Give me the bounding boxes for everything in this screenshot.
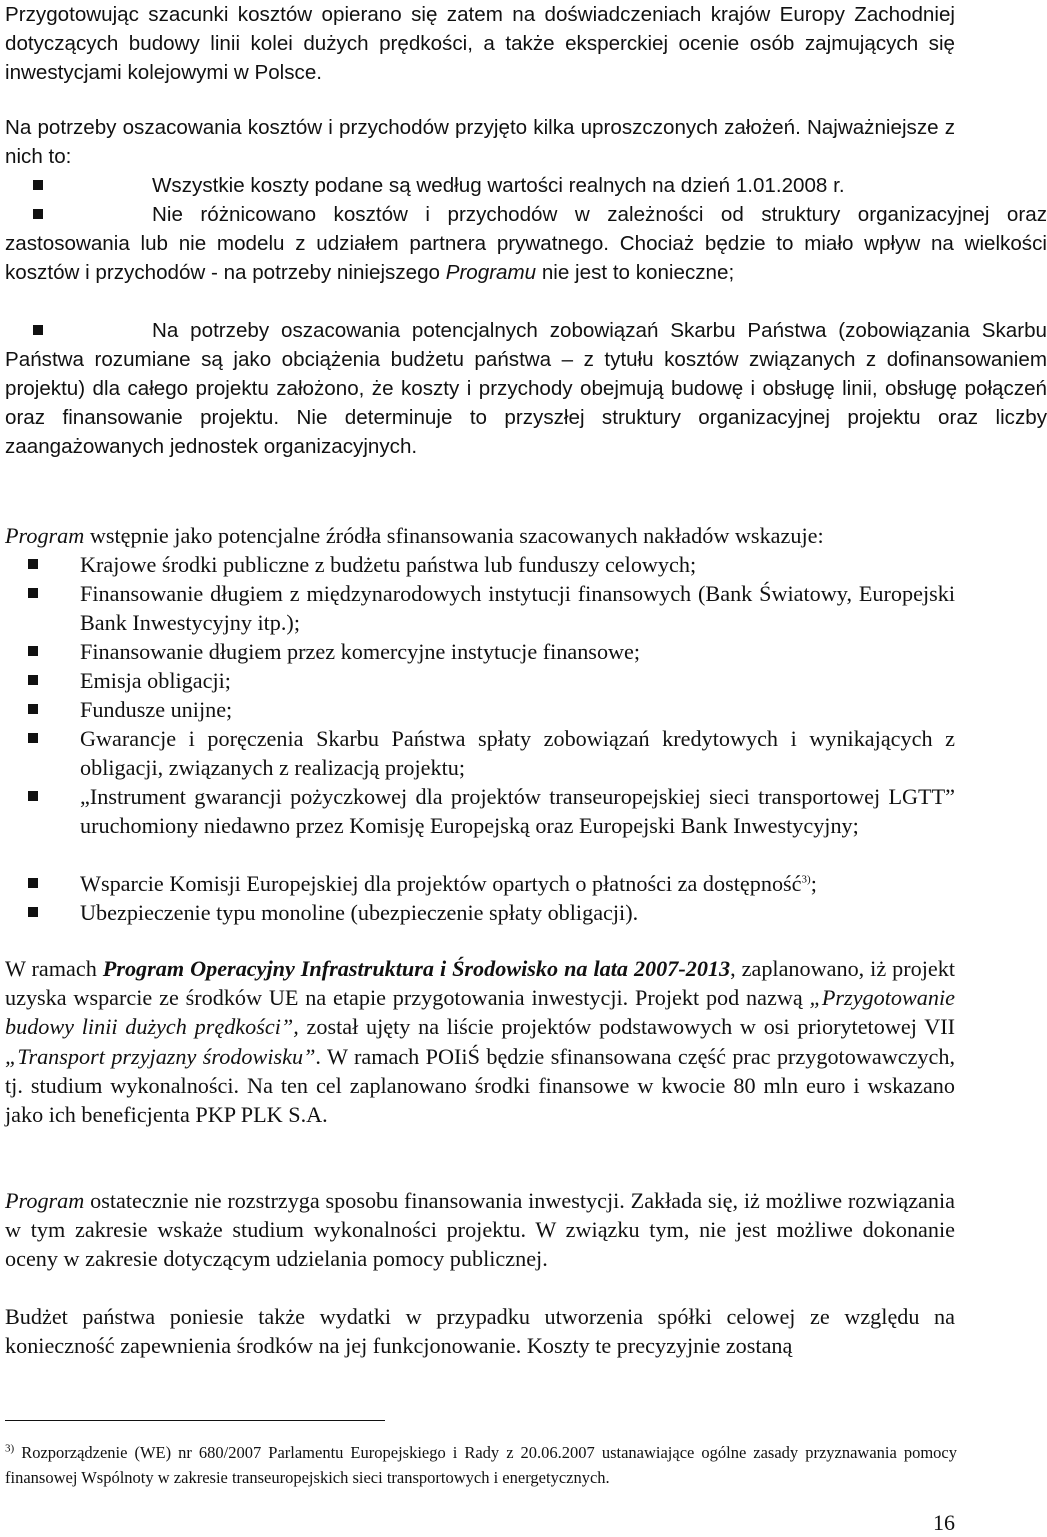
list-item — [5, 869, 955, 898]
list-item — [5, 695, 955, 724]
list-item-text: Wsparcie Komisji Europejskiej dla projektów opartych o płatności za dostępność$^{3)}$; — [80, 871, 817, 896]
intro-paragraph: Przygotowując szacunki kosztów opierano się zatem na doświadczeniach krajów Europy Zachodniej dotyczących budowy linii kolei dużych prędkości, a także eksperckiej ocenie osób zajmujących się inwestycjami kolejowymi w Polsce. — [5, 3, 955, 84]
bullet-square-icon — [28, 878, 38, 888]
bullet-square-icon — [33, 325, 43, 335]
list-item-text: „Instrument gwarancji pożyczkowej dla projektów transeuropejskiej sieci transportowej LGTT” uruchomiony niedawno przez Komisję Europejską oraz Europejski Bank Inwestycyjny; — [80, 784, 955, 839]
list-item-text: Wszystkie koszty podane są według wartości realnych na dzień 1.01.2008 r. — [152, 174, 845, 197]
list-item-text: Krajowe środki publiczne z budżetu państwa lub funduszy celowych; — [80, 552, 697, 577]
list-item-text: Finansowanie długiem z międzynarodowych instytucji finansowych (Bank Światowy, Europejski Bank Inwestycyjny itp.); — [80, 581, 955, 636]
list-item — [5, 579, 955, 637]
poiis-paragraph: W ramach Program Operacyjny Infrastruktura i Środowisko na lata 2007-2013, zaplanowano, iż projekt uzyska wsparcie ze środków UE na etapie przygotowania inwestycji. Projekt pod nazwą „Przygotowanie budowy linii dużych prędkości”, został ujęty na liście projektów podstawowych w osi priorytetowej VII „Transport przyjazny środowisku”. W ramach POIiŚ będzie sfinansowana część prac przygotowawczych, tj. studium wykonalności. Na ten cel zaplanowano środki finansowe w kwocie 80 mln euro i wskazano jako ich beneficjenta PKP PLK S.A. — [5, 956, 956, 1128]
list-item — [5, 724, 955, 782]
bullet-square-icon — [33, 180, 43, 190]
list-item-text: Ubezpieczenie typu monoline (ubezpieczenie spłaty obligacji). — [80, 900, 639, 925]
list-item — [5, 550, 955, 579]
financing-paragraph: Program ostatecznie nie rozstrzyga sposobu finansowania inwestycji. Zakłada się, iż możliwe rozwiązania w tym zakresie wskaże studium wykonalności projektu. W związku tym, nie jest możliwe dokonanie oceny w zakresie dotyczącym udzielania pomocy publicznej. — [5, 1188, 955, 1272]
bullet-square-icon — [28, 907, 38, 917]
list-item — [5, 666, 955, 695]
list-item — [5, 637, 955, 666]
list-item — [5, 782, 955, 840]
bullet-square-icon — [28, 646, 38, 656]
page-number: 16 — [933, 1510, 955, 1535]
assumptions-intro: Na potrzeby oszacowania kosztów i przychodów przyjęto kilka uproszczonych założeń. Najważniejsze z nich to: — [5, 116, 955, 168]
bullet-square-icon — [28, 588, 38, 598]
budget-paragraph: Budżet państwa poniesie także wydatki w przypadku utworzenia spółki celowej ze względu na konieczność zapewnienia środków na jej funkcjonowanie. Koszty te precyzyjnie zostaną — [5, 1304, 955, 1359]
sources-list — [5, 550, 955, 930]
list-item-text: Fundusze unijne; — [80, 697, 233, 722]
footnote-separator — [5, 1420, 385, 1421]
bullet-square-icon — [28, 675, 38, 685]
list-item — [5, 316, 1047, 461]
list-item-text: Finansowanie długiem przez komercyjne instytucje finansowe; — [80, 639, 641, 664]
list-item-text: Gwarancje i poręczenia Skarbu Państwa spłaty zobowiązań kredytowych i wynikających z obligacji, związanych z realizacją projektu; — [80, 726, 955, 781]
bullet-square-icon — [33, 209, 43, 219]
list-item — [5, 200, 1047, 287]
list-item-text: Na potrzeby oszacowania potencjalnych zobowiązań Skarbu Państwa (zobowiązania Skarbu Państwa rozumiane są jako obciążenia budżetu państwa – z tytułu kosztów związanych z dofinansowaniem projektu) dla całego projektu założono, że koszty i przychody obejmują budowę i obsługę linii, obsługę połączeń oraz finansowanie projektu. Nie determinuje to przyszłej struktury organizacyjnej projektu oraz liczby zaangażowanych jednostek organizacyjnych. — [5, 319, 1047, 458]
list-item — [5, 171, 955, 200]
sources-intro: Program wstępnie jako potencjalne źródła sfinansowania szacowanych nakładów wskazuje: — [5, 523, 824, 548]
footnote: $^{3)}$ Rozporządzenie (WE) nr 680/2007 Parlamentu Europejskiego i Rady z 20.06.2007 ustanawiające ogólne zasady przyznawania pomocy finansowej Wspólnoty w zakresie transeuropejskich sieci transportowych i energetycznych. — [5, 1442, 957, 1487]
bullet-square-icon — [28, 559, 38, 569]
assumptions-list — [5, 171, 1047, 501]
bullet-square-icon — [28, 791, 38, 801]
bullet-square-icon — [28, 733, 38, 743]
list-item-text: Emisja obligacji; — [80, 668, 231, 693]
list-item — [5, 898, 955, 927]
bullet-square-icon — [28, 704, 38, 714]
list-item-text: Nie różnicowano kosztów i przychodów w zależności od struktury organizacyjnej oraz zastosowania lub nie modelu z udziałem partnera prywatnego. Chociaż będzie to miało wpływ na wielkości kosztów i przychodów - na potrzeby niniejszego Programu nie jest to konieczne; — [5, 203, 1047, 284]
